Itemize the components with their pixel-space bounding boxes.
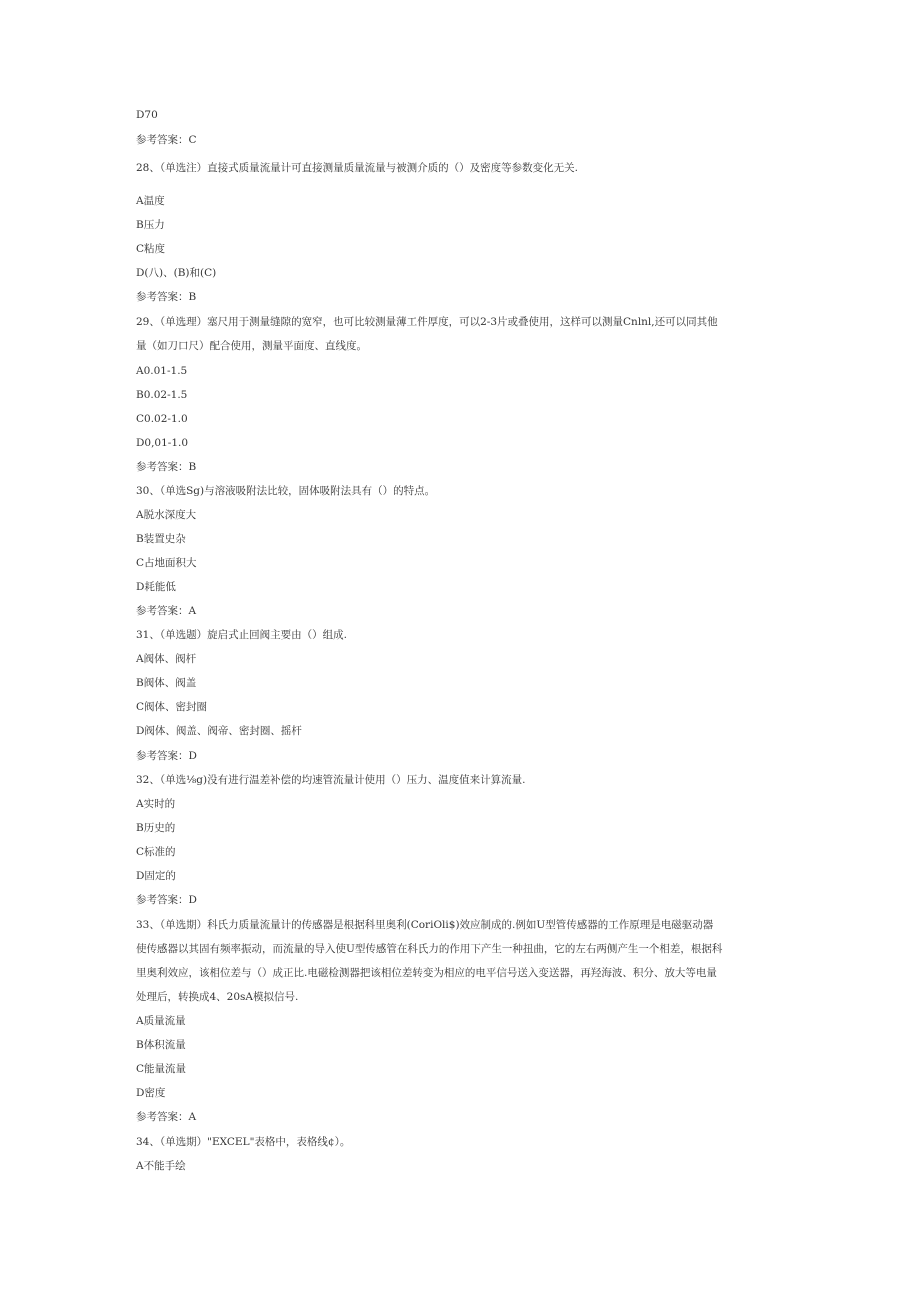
option-a: A脱水深度大: [136, 509, 197, 521]
option-d: D(八)、(B)和(C): [136, 267, 217, 279]
option-c: C标准的: [136, 846, 176, 858]
option-a: A阀体、阀杆: [136, 653, 197, 665]
option-a: A0.01-1.5: [136, 365, 188, 377]
answer-line: 参考答案：D: [136, 750, 197, 762]
question-31: 31、（单选题）旋启式止回阀主要由（）组成.: [136, 629, 347, 641]
question-34: 34、（单选期）"EXCEL"表格中，表格线¢）。: [136, 1136, 351, 1148]
option-d: D0,01-1.0: [136, 437, 189, 449]
answer-line: 参考答案：A: [136, 1111, 197, 1123]
text-line: 参考答案：C: [136, 134, 197, 146]
option-a: A实时的: [136, 798, 176, 810]
answer-line: 参考答案：D: [136, 894, 197, 906]
option-c: C占地面积大: [136, 557, 197, 569]
option-b: B压力: [136, 219, 165, 231]
option-c: C0.02-1.0: [136, 413, 188, 425]
option-b: B体积流量: [136, 1039, 186, 1051]
option-b: B装置史杂: [136, 533, 186, 545]
option-c: C能量流量: [136, 1063, 187, 1075]
answer-line: 参考答案：B: [136, 461, 197, 473]
option-a: A不能手绘: [136, 1160, 186, 1172]
option-d: D耗能低: [136, 581, 176, 593]
option-b: B历史的: [136, 822, 176, 834]
answer-line: 参考答案：B: [136, 291, 197, 303]
question-33: 33、（单选期）科氏力质量流量计的传感器是根据科里奥利(CoriOli$)效应制成的.例如U型管传感器的工作原理是电磁驱动器: [136, 919, 714, 931]
question-33-cont: 处理后，转换成4、20sA模拟信号.: [136, 991, 299, 1003]
question-29-cont: 量（如刀口尺）配合使用，测量平面度、直线度。: [136, 340, 367, 352]
option-a: A质量流量: [136, 1015, 186, 1027]
option-d: D固定的: [136, 870, 176, 882]
option-d: D密度: [136, 1087, 166, 1099]
option-a: A温度: [136, 195, 165, 207]
option-c: C粘度: [136, 243, 166, 255]
answer-line: 参考答案：A: [136, 605, 197, 617]
option-b: B0.02-1.5: [136, 389, 188, 401]
question-32: 32、（单选⅛g)没有进行温差补偿的均速管流量计使用（）压力、温度值来计算流量.: [136, 774, 526, 786]
question-33-cont: 使传感器以其固有频率振动，而流量的导入使U型传感管在科氏力的作用下产生一种扭曲，它的左右两侧产生一个相差，根据科: [136, 943, 723, 955]
option-c: C阀体、密封圈: [136, 701, 208, 713]
question-28: 28、（单选注）直接式质量流量计可直接测量质量流量与被测介质的（）及密度等参数变化无关.: [136, 162, 578, 174]
question-33-cont: 里奥利效应，该相位差与（）成正比.电磁检测器把该相位差转变为相应的电平信号送入变送器，再羟海波、积分、放大等电量: [136, 967, 717, 979]
option-b: B阀体、阀盖: [136, 677, 197, 689]
question-30: 30、（单选Sg)与溶液吸附法比较，固体吸附法具有（）的特点。: [136, 485, 436, 497]
text-line: D70: [136, 109, 158, 121]
option-d: D阀体、阀盖、阀帝、密封圈、摇杆: [136, 725, 302, 737]
question-29: 29、（单选理）塞尺用于测量缝隙的宽窄，也可比较测量薄工件厚度，可以2-3片或叠使用，这样可以测量Cnlnl,还可以同其他: [136, 316, 718, 328]
